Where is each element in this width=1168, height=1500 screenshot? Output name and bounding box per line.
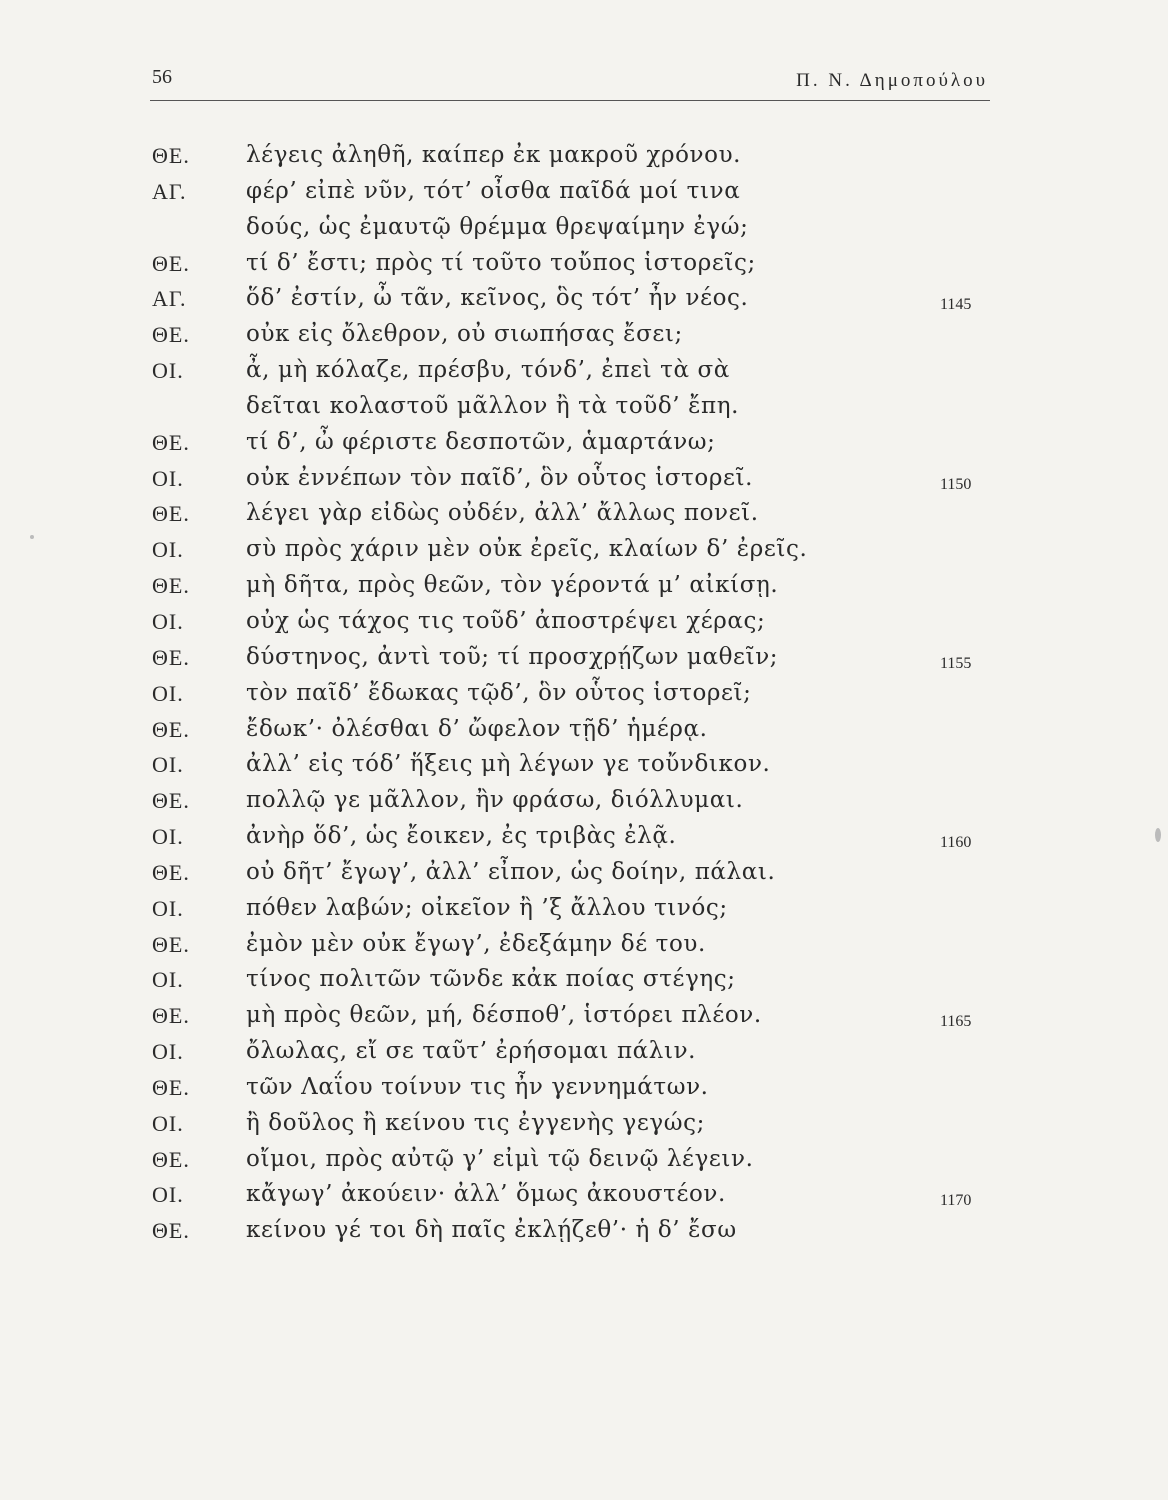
speaker-label: ΟΙ. bbox=[152, 358, 184, 384]
verse-text: τίνος πολιτῶν τῶνδε κἀκ ποίας στέγης; bbox=[246, 966, 736, 993]
verse-line bbox=[0, 747, 1168, 783]
verse-text: ἀνὴρ ὅδ’, ὡς ἔοικεν, ἐς τριβὰς ἐλᾷ. bbox=[246, 823, 677, 850]
verse-text: μὴ δῆτα, πρὸς θεῶν, τὸν γέροντά μ’ αἰκίσῃ. bbox=[246, 572, 779, 599]
verse-text: δεῖται κολαστοῦ μᾶλλον ἢ τὰ τοῦδ’ ἔπη. bbox=[246, 392, 740, 419]
verse-line bbox=[0, 855, 1168, 891]
verse-text: οἴμοι, πρὸς αὐτῷ γ’ εἰμὶ τῷ δεινῷ λέγειν. bbox=[246, 1145, 754, 1172]
verse-text: τῶν Λαΐου τοίνυν τις ἦν γεννημάτων. bbox=[246, 1073, 709, 1100]
speaker-label: ΘΕ. bbox=[152, 573, 190, 599]
speaker-label: ΘΕ. bbox=[152, 644, 190, 670]
verse-dialogue bbox=[0, 138, 1168, 1249]
speaker-label: ΑΓ. bbox=[152, 178, 187, 204]
verse-line bbox=[0, 389, 1168, 425]
verse-line bbox=[0, 1142, 1168, 1178]
speaker-label: ΑΓ. bbox=[152, 286, 187, 312]
verse-text: ὄλωλας, εἴ σε ταῦτ’ ἐρήσομαι πάλιν. bbox=[246, 1038, 697, 1065]
speaker-label: ΘΕ. bbox=[152, 788, 190, 814]
verse-text: τί δ’ ἔστι; πρὸς τί τοῦτο τοὔπος ἱστορεῖς; bbox=[246, 249, 756, 276]
verse-text: ὅδ’ ἐστίν, ὦ τᾶν, κεῖνος, ὃς τότ’ ἦν νέος. bbox=[246, 285, 749, 312]
verse-text: οὐκ ἐννέπων τὸν παῖδ’, ὃν οὗτος ἱστορεῖ. bbox=[246, 464, 753, 491]
verse-text: πολλῷ γε μᾶλλον, ἢν φράσω, διόλλυμαι. bbox=[246, 787, 744, 814]
verse-line bbox=[0, 496, 1168, 532]
speaker-label: ΘΕ. bbox=[152, 1074, 190, 1100]
speaker-label: ΟΙ. bbox=[152, 967, 184, 993]
verse-text: μὴ πρὸς θεῶν, μή, δέσποθ’, ἱστόρει πλέον. bbox=[246, 1002, 762, 1029]
line-number: 1160 bbox=[940, 834, 972, 852]
verse-line bbox=[0, 425, 1168, 461]
verse-line bbox=[0, 138, 1168, 174]
speaker-label: ΘΕ. bbox=[152, 322, 190, 348]
speaker-label: ΘΕ. bbox=[152, 250, 190, 276]
speaker-label: ΘΕ. bbox=[152, 501, 190, 527]
verse-text: οὐχ ὡς τάχος τις τοῦδ’ ἀποστρέψει χέρας; bbox=[246, 607, 766, 634]
verse-line bbox=[0, 819, 1168, 855]
verse-text: λέγει γὰρ εἰδὼς οὐδέν, ἀλλ’ ἄλλως πονεῖ. bbox=[246, 500, 759, 527]
speaker-label: ΟΙ. bbox=[152, 752, 184, 778]
verse-text: κείνου γέ τοι δὴ παῖς ἐκλῄζεθ’· ἡ δ’ ἔσω bbox=[246, 1217, 737, 1244]
verse-text: ἀλλ’ εἰς τόδ’ ἥξεις μὴ λέγων γε τοὔνδικον. bbox=[246, 751, 771, 778]
verse-text: λέγεις ἀληθῆ, καίπερ ἐκ μακροῦ χρόνου. bbox=[246, 142, 742, 168]
line-number: 1170 bbox=[940, 1192, 972, 1210]
speaker-label: ΟΙ. bbox=[152, 1182, 184, 1208]
speaker-label: ΘΕ. bbox=[152, 1146, 190, 1172]
speaker-label: ΘΕ. bbox=[152, 716, 190, 742]
verse-line bbox=[0, 1177, 1168, 1213]
speaker-label: ΟΙ. bbox=[152, 608, 184, 634]
line-number: 1145 bbox=[940, 296, 972, 314]
line-number: 1165 bbox=[940, 1013, 972, 1031]
verse-text: οὐκ εἰς ὄλεθρον, οὐ σιωπήσας ἔσει; bbox=[246, 321, 683, 348]
speaker-label: ΘΕ. bbox=[152, 1003, 190, 1029]
speaker-label: ΟΙ. bbox=[152, 537, 184, 563]
verse-line bbox=[0, 317, 1168, 353]
verse-line bbox=[0, 1213, 1168, 1249]
verse-line bbox=[0, 676, 1168, 712]
speaker-label: ΟΙ. bbox=[152, 1039, 184, 1065]
verse-line bbox=[0, 353, 1168, 389]
verse-text: κἄγωγ’ ἀκούειν· ἀλλ’ ὅμως ἀκουστέον. bbox=[246, 1181, 726, 1208]
verse-text: φέρ’ εἰπὲ νῦν, τότ’ οἶσθα παῖδά μοί τινα bbox=[246, 177, 741, 204]
verse-line bbox=[0, 1106, 1168, 1142]
verse-line bbox=[0, 461, 1168, 497]
verse-text: ἔδωκ’· ὀλέσθαι δ’ ὤφελον τῇδ’ ἡμέρᾳ. bbox=[246, 715, 708, 742]
verse-text: δύστηνος, ἀντὶ τοῦ; τί προσχρῄζων μαθεῖν; bbox=[246, 643, 779, 670]
verse-line bbox=[0, 927, 1168, 963]
verse-line bbox=[0, 783, 1168, 819]
page-header bbox=[150, 60, 990, 101]
speaker-label: ΟΙ. bbox=[152, 465, 184, 491]
verse-line bbox=[0, 891, 1168, 927]
speaker-label: ΟΙ. bbox=[152, 680, 184, 706]
verse-text: τί δ’, ὦ φέριστε δεσποτῶν, ἁμαρτάνω; bbox=[246, 428, 716, 455]
verse-line bbox=[0, 1070, 1168, 1106]
verse-line bbox=[0, 174, 1168, 210]
verse-line bbox=[0, 281, 1168, 317]
verse-line bbox=[0, 712, 1168, 748]
line-number: 1150 bbox=[940, 475, 972, 493]
running-title: Π. Ν. Δημοπούλου bbox=[796, 70, 988, 91]
speaker-label: ΟΙ. bbox=[152, 895, 184, 921]
verse-line bbox=[0, 246, 1168, 282]
speaker-label: ΘΕ. bbox=[152, 931, 190, 957]
speaker-label: ΘΕ. bbox=[152, 143, 190, 168]
verse-line bbox=[0, 532, 1168, 568]
speaker-label: ΘΕ. bbox=[152, 859, 190, 885]
verse-text: τὸν παῖδ’ ἔδωκας τῷδ’, ὃν οὗτος ἱστορεῖ; bbox=[246, 679, 752, 706]
verse-text: δούς, ὡς ἐμαυτῷ θρέμμα θρεψαίμην ἐγώ; bbox=[246, 213, 749, 240]
ink-speck bbox=[1155, 828, 1161, 842]
verse-text: ἐμὸν μὲν οὐκ ἔγωγ’, ἐδεξάμην δέ του. bbox=[246, 930, 706, 957]
verse-line bbox=[0, 568, 1168, 604]
verse-text: σὺ πρὸς χάριν μὲν οὐκ ἐρεῖς, κλαίων δ’ ἐρεῖς. bbox=[246, 536, 808, 563]
verse-text: ἆ, μὴ κόλαζε, πρέσβυ, τόνδ’, ἐπεὶ τὰ σὰ bbox=[246, 357, 730, 384]
verse-line bbox=[0, 640, 1168, 676]
verse-line bbox=[0, 604, 1168, 640]
line-number: 1155 bbox=[940, 654, 972, 672]
speaker-label: ΟΙ. bbox=[152, 824, 184, 850]
speaker-label: ΟΙ. bbox=[152, 1110, 184, 1136]
verse-line bbox=[0, 998, 1168, 1034]
verse-text: πόθεν λαβών; οἰκεῖον ἢ ’ξ ἄλλου τινός; bbox=[246, 894, 728, 921]
ink-speck bbox=[30, 535, 34, 539]
verse-line bbox=[0, 1034, 1168, 1070]
verse-text: οὐ δῆτ’ ἔγωγ’, ἀλλ’ εἶπον, ὡς δοίην, πάλαι. bbox=[246, 858, 776, 885]
speaker-label: ΘΕ. bbox=[152, 1218, 190, 1244]
verse-text: ἢ δοῦλος ἢ κείνου τις ἐγγενὴς γεγώς; bbox=[246, 1109, 705, 1136]
speaker-label: ΘΕ. bbox=[152, 429, 190, 455]
verse-line bbox=[0, 962, 1168, 998]
verse-line bbox=[0, 210, 1168, 246]
page-number: 56 bbox=[152, 66, 172, 88]
